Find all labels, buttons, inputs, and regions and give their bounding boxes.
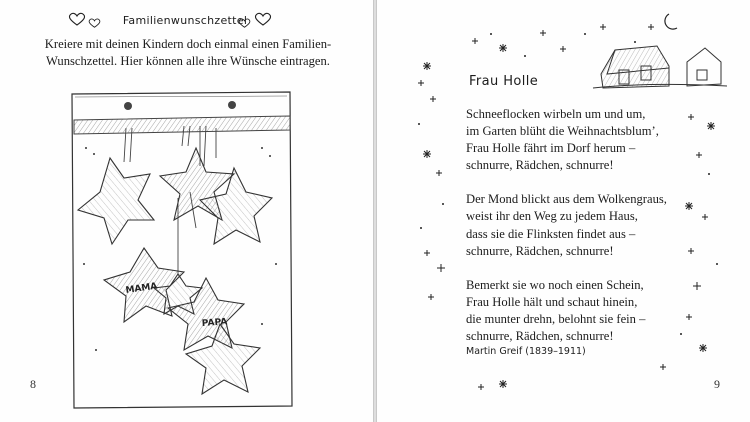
poem-line: Schneeflocken wirbeln um und um, [466, 107, 646, 121]
right-page [377, 0, 750, 422]
poem-line: im Garten blüht die Weihnachtsblum’, [466, 124, 659, 139]
wishlist-drawing [66, 88, 298, 413]
poem-line: schnurre, Rädchen, schnurre! [466, 243, 614, 258]
poem-line: schnurre, Rädchen, schnurre! [466, 329, 614, 344]
poem-line: dass sie die Flinksten findet aus – [466, 226, 636, 241]
poem-line: Frau Holle fährt im Dorf herum – [466, 141, 636, 156]
poem-text [466, 106, 706, 362]
intro-line: Kreiere mit deinen Kindern doch einmal einen Familien- [44, 37, 332, 51]
heart-icon [238, 18, 251, 28]
poem-author: Martin Greif (1839–1911) [466, 346, 586, 357]
star-label-papa: PAPA [201, 317, 228, 329]
poem-stanza [466, 191, 706, 259]
village-drawing [593, 46, 727, 88]
intro-text [30, 36, 346, 70]
poem-title: Frau Holle [469, 74, 539, 89]
poem-line: Frau Holle hält und schaut hinein, [466, 294, 638, 309]
poem-line: Der Mond blickt aus dem Wolkengraus, [466, 192, 667, 207]
left-page [0, 0, 373, 422]
page-number: 8 [30, 377, 36, 391]
poem-line: die munter drehn, belohnt sie fein – [466, 311, 646, 326]
page-number: 9 [714, 377, 720, 391]
poem-line: Bemerkt sie wo noch einen Schein, [466, 277, 644, 292]
page-title: Familienwunschzettel [122, 14, 248, 27]
poem-line: schnurre, Rädchen, schnurre! [466, 158, 614, 173]
moon-icon [665, 14, 677, 29]
heart-icon [254, 12, 272, 26]
intro-line: Wunschzettel. Hier können alle ihre Wünsche eintragen. [46, 54, 330, 68]
poem-stanza [466, 277, 706, 345]
poem-stanza [466, 106, 706, 174]
poem-line: weist ihr den Weg zu jedem Haus, [466, 209, 638, 224]
star-label-mama: MAMA [125, 281, 158, 296]
